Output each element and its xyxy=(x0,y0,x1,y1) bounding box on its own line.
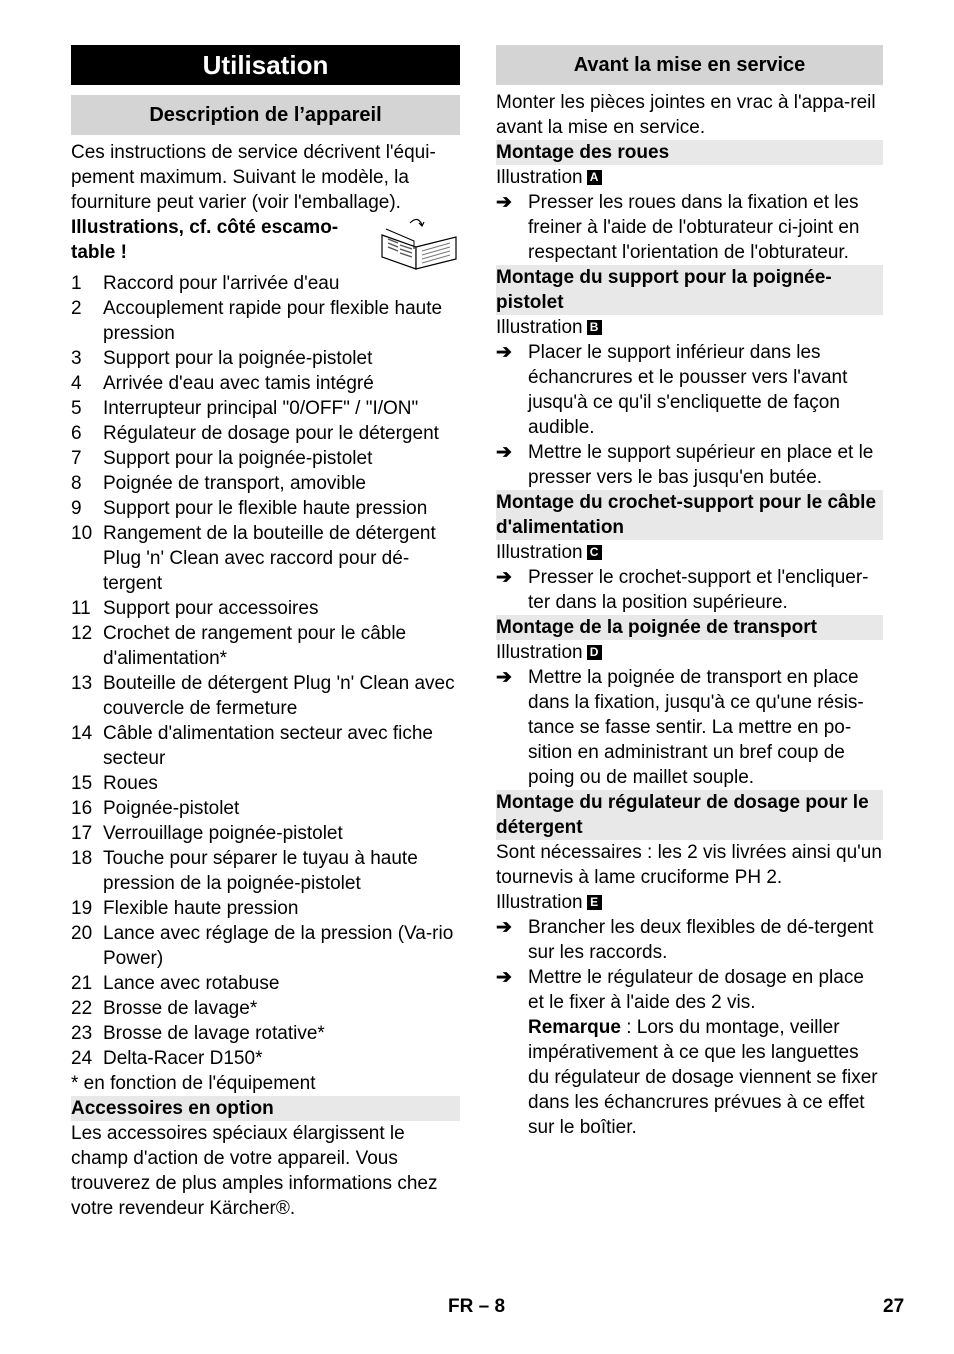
item-text: Support pour le flexible haute pression xyxy=(103,498,428,519)
item-number: 18 xyxy=(71,848,93,869)
assembly-heading: Montage du support pour la poignée-pistolet xyxy=(496,265,883,315)
list-item xyxy=(71,471,460,496)
arrow-right-icon: ➔ xyxy=(496,342,512,363)
list-item xyxy=(71,796,460,821)
step-text xyxy=(528,965,883,1140)
list-item xyxy=(71,446,460,471)
assembly-heading: Montage des roues xyxy=(496,140,883,165)
illustration-ref xyxy=(496,640,883,665)
list-item xyxy=(71,421,460,446)
list-item xyxy=(71,896,460,921)
note-text: : Lors du montage, veiller impérativement à ce que les languettes du régulateur de dosage viennent se fixer dans les échancrures prévues à ce effet sur le boîtier. xyxy=(528,1017,878,1138)
list-item xyxy=(71,846,460,896)
illustration-word: Illustration xyxy=(496,542,583,563)
step-text: Mettre le support supérieur en place et le presser vers le bas jusqu'en butée. xyxy=(528,442,874,488)
right-column xyxy=(496,45,883,1140)
item-text: Roues xyxy=(103,773,158,794)
arrow-right-icon: ➔ xyxy=(496,967,512,988)
list-item xyxy=(71,496,460,521)
item-text: Câble d'alimentation secteur avec fiche secteur xyxy=(103,723,433,769)
left-column xyxy=(71,45,460,1221)
arrow-right-icon: ➔ xyxy=(496,917,512,938)
illustration-ref xyxy=(496,165,883,190)
illustrations-note xyxy=(71,215,460,271)
assembly-block xyxy=(496,615,883,790)
step-text: Presser le crochet-support et l'encliquer-ter dans la position supérieure. xyxy=(528,567,869,613)
intro-paragraph: Ces instructions de service décrivent l'équi-pement maximum. Suivant le modèle, la fourniture peut varier (voir l'emballage). xyxy=(71,142,436,213)
item-text: Raccord pour l'arrivée d'eau xyxy=(103,273,340,294)
dosage-step xyxy=(496,965,883,1140)
footnote: * en fonction de l'équipement xyxy=(71,1073,316,1094)
section-heading-before-use: Avant la mise en service xyxy=(496,45,883,85)
illustration-word: Illustration xyxy=(496,892,583,913)
arrow-right-icon: ➔ xyxy=(496,567,512,588)
item-text: Flexible haute pression xyxy=(103,898,299,919)
item-text: Accouplement rapide pour flexible haute pression xyxy=(103,298,443,344)
step-text: Mettre la poignée de transport en place dans la fixation, jusqu'à ce qu'une résis-tance se fasse sentir. La mettre en po-sition en administrant un bref coup de poing ou de maillet souple. xyxy=(528,667,864,788)
page-footer-label: FR – 8 xyxy=(448,1296,506,1317)
illustration-badge: D xyxy=(587,645,602,660)
page-number: 27 xyxy=(883,1296,905,1317)
assembly-block xyxy=(496,490,883,615)
item-text: Verrouillage poignée-pistolet xyxy=(103,823,343,844)
illustration-badge: A xyxy=(587,170,602,185)
item-number: 19 xyxy=(71,898,93,919)
accessories-paragraph: Les accessoires spéciaux élargissent le champ d'action de votre appareil. Vous trouverez de plus amples informations chez votre revendeur Kärcher®. xyxy=(71,1123,438,1219)
arrow-right-icon: ➔ xyxy=(496,192,512,213)
item-number: 7 xyxy=(71,448,82,469)
step-text-main: Mettre le régulateur de dosage en place et le fixer à l'aide des 2 vis. xyxy=(528,967,864,1013)
item-number: 3 xyxy=(71,348,82,369)
list-item xyxy=(71,1046,460,1071)
illustration-badge: C xyxy=(587,545,602,560)
list-item xyxy=(71,971,460,996)
list-item xyxy=(71,921,460,971)
item-text: Lance avec réglage de la pression (Va-rio Power) xyxy=(103,923,454,969)
list-item xyxy=(71,296,460,346)
chapter-title: Utilisation xyxy=(71,45,460,85)
item-text: Arrivée d'eau avec tamis intégré xyxy=(103,373,374,394)
item-text: Support pour accessoires xyxy=(103,598,319,619)
item-number: 6 xyxy=(71,423,82,444)
item-number: 15 xyxy=(71,773,93,794)
item-text: Régulateur de dosage pour le détergent xyxy=(103,423,439,444)
accessories-heading: Accessoires en option xyxy=(71,1096,460,1121)
dosage-illustration-ref xyxy=(496,890,883,915)
item-number: 9 xyxy=(71,498,82,519)
list-item xyxy=(71,371,460,396)
instruction-step xyxy=(496,190,883,265)
arrow-right-icon: ➔ xyxy=(496,667,512,688)
list-item xyxy=(71,671,460,721)
item-number: 8 xyxy=(71,473,82,494)
item-number: 14 xyxy=(71,723,93,744)
illustration-word: Illustration xyxy=(496,642,583,663)
item-number: 17 xyxy=(71,823,93,844)
item-number: 16 xyxy=(71,798,93,819)
item-text: Bouteille de détergent Plug 'n' Clean avec couvercle de fermeture xyxy=(103,673,455,719)
illustration-ref xyxy=(496,315,883,340)
item-number: 23 xyxy=(71,1023,93,1044)
item-number: 20 xyxy=(71,923,93,944)
list-item xyxy=(71,821,460,846)
list-item xyxy=(71,596,460,621)
item-text: Brosse de lavage* xyxy=(103,998,258,1019)
item-number: 22 xyxy=(71,998,93,1019)
assembly-heading: Montage de la poignée de transport xyxy=(496,615,883,640)
item-number: 1 xyxy=(71,273,82,294)
item-text: Delta-Racer D150* xyxy=(103,1048,263,1069)
dosage-step xyxy=(496,915,883,965)
illustration-word: Illustration xyxy=(496,167,583,188)
item-number: 13 xyxy=(71,673,93,694)
step-text: Brancher les deux flexibles de dé-tergent sur les raccords. xyxy=(528,917,874,963)
item-number: 11 xyxy=(71,598,91,619)
item-text: Rangement de la bouteille de détergent Plug 'n' Clean avec raccord pour dé-tergent xyxy=(103,523,436,594)
item-text: Crochet de rangement pour le câble d'alimentation* xyxy=(103,623,407,669)
list-item xyxy=(71,521,460,596)
list-item xyxy=(71,721,460,771)
item-text: Lance avec rotabuse xyxy=(103,973,280,994)
note-label: Remarque xyxy=(528,1017,621,1038)
instruction-step xyxy=(496,340,883,440)
item-number: 10 xyxy=(71,523,93,544)
list-item xyxy=(71,621,460,671)
illustrations-note-text: Illustrations, cf. côté escamo-table ! xyxy=(71,217,339,263)
section-heading-description: Description de l’appareil xyxy=(71,95,460,135)
item-text: Touche pour séparer le tuyau à haute pression de la poignée-pistolet xyxy=(103,848,418,894)
illustration-word: Illustration xyxy=(496,317,583,338)
step-text: Presser les roues dans la fixation et les freiner à l'aide de l'obturateur ci-joint en respectant l'orientation de l'obturateur. xyxy=(528,192,860,263)
list-item xyxy=(71,396,460,421)
item-number: 2 xyxy=(71,298,82,319)
item-number: 12 xyxy=(71,623,93,644)
assembly-blocks xyxy=(496,140,883,790)
list-item xyxy=(71,271,460,296)
assembly-heading: Montage du crochet-support pour le câble d'alimentation xyxy=(496,490,883,540)
list-item xyxy=(71,996,460,1021)
instruction-step xyxy=(496,565,883,615)
foldout-book-icon xyxy=(378,215,460,271)
item-text: Brosse de lavage rotative* xyxy=(103,1023,325,1044)
step-text: Placer le support inférieur dans les échancrures et le pousser vers l'avant jusqu'à ce qu'il s'encliquette de façon audible. xyxy=(528,342,848,438)
item-text: Support pour la poignée-pistolet xyxy=(103,448,373,469)
item-number: 24 xyxy=(71,1048,93,1069)
list-item xyxy=(71,771,460,796)
list-item xyxy=(71,1021,460,1046)
item-text: Support pour la poignée-pistolet xyxy=(103,348,373,369)
list-item xyxy=(71,346,460,371)
arrow-right-icon: ➔ xyxy=(496,442,512,463)
item-text: Interrupteur principal "0/OFF" / "I/ON" xyxy=(103,398,419,419)
dosage-block xyxy=(496,790,883,1140)
item-number: 5 xyxy=(71,398,82,419)
item-text: Poignée-pistolet xyxy=(103,798,240,819)
dosage-heading: Montage du régulateur de dosage pour le détergent xyxy=(496,790,883,840)
parts-list xyxy=(71,271,460,1071)
instruction-step xyxy=(496,665,883,790)
assembly-block xyxy=(496,265,883,490)
right-intro-paragraph: Monter les pièces jointes en vrac à l'appa-reil avant la mise en service. xyxy=(496,92,876,138)
assembly-block xyxy=(496,140,883,265)
illustration-badge: B xyxy=(587,320,602,335)
item-text: Poignée de transport, amovible xyxy=(103,473,366,494)
illustration-ref xyxy=(496,540,883,565)
dosage-requirement: Sont nécessaires : les 2 vis livrées ainsi qu'un tournevis à lame cruciforme PH 2. xyxy=(496,842,882,888)
illustration-badge: E xyxy=(587,895,602,910)
instruction-step xyxy=(496,440,883,490)
item-number: 4 xyxy=(71,373,82,394)
item-number: 21 xyxy=(71,973,93,994)
